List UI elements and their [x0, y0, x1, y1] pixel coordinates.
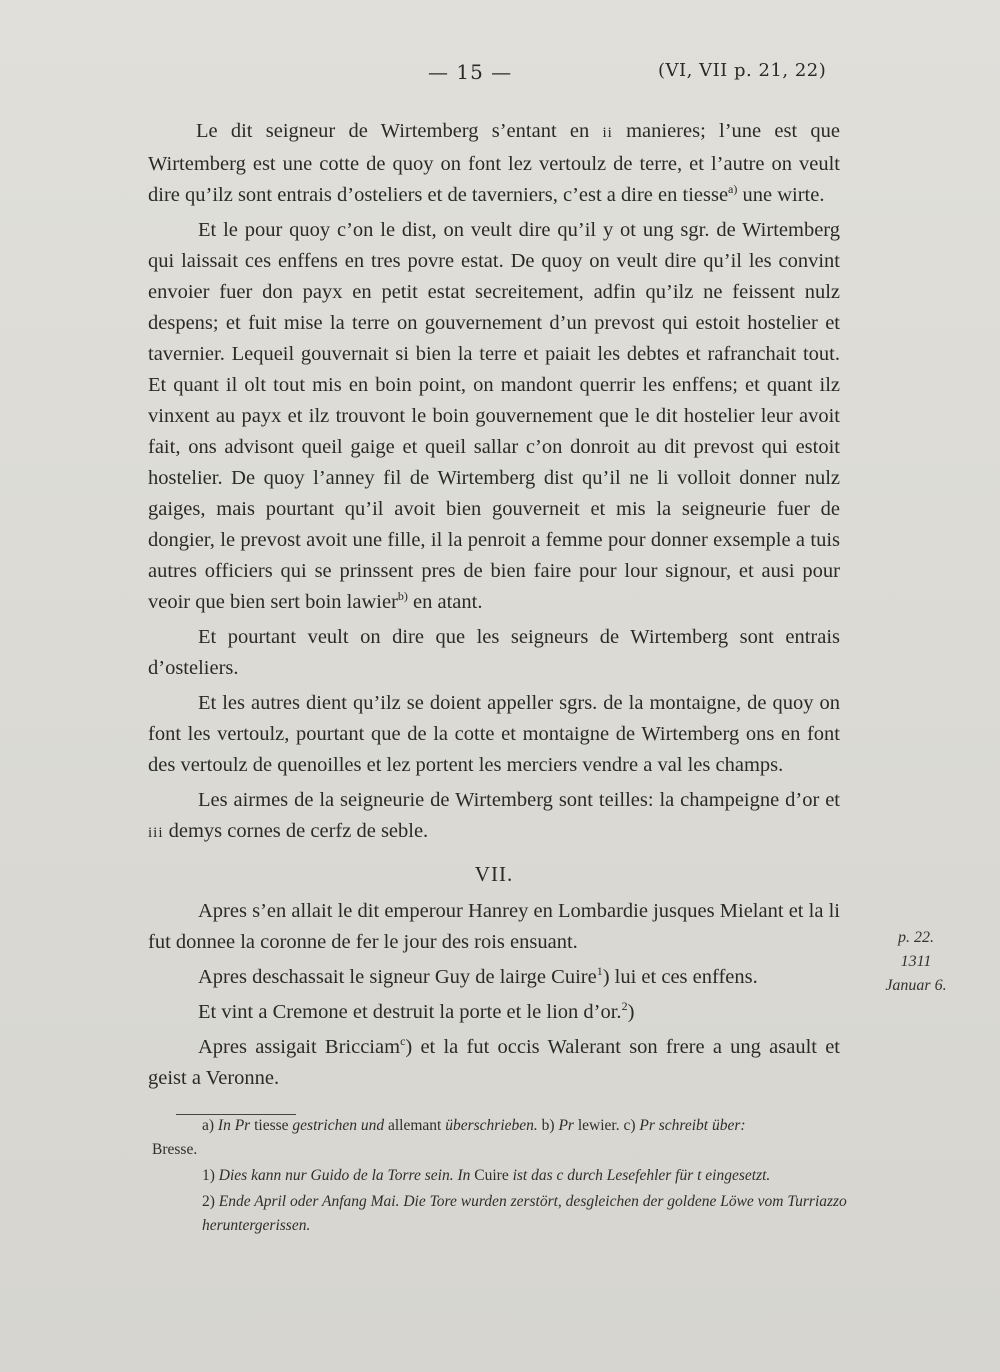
footnote-ref-2: 2 [621, 999, 628, 1014]
footnote-ref-a: a) [728, 182, 738, 197]
page-header [0, 56, 1000, 92]
page-number: — 15 — [428, 60, 513, 84]
paragraph-8: Et vint a Cremone et destruit la porte et le lion d’or.$^2$) [198, 999, 635, 1023]
footnotes [152, 1106, 852, 1238]
paragraph-9: Apres assigait Bricciam$^c$) et la fut occis Walerant son frere a ung asault et geist a Veronne. [148, 1034, 840, 1089]
footnote-ref-b: b) [397, 589, 408, 604]
margin-page: p. 22. [898, 929, 934, 946]
footnote-ref-c: c [400, 1034, 406, 1049]
paragraph-5: Les airmes de la seigneurie de Wirtemberg sont teilles: la champeigne d’or et iii demys cornes de cerfz de seble. [148, 789, 840, 842]
footnote-2: 2) Ende April oder Anfang Mai. Die Tore wurden zerstört, desgleichen der goldene Löwe vom Turriazzo heruntergerissen. [202, 1193, 847, 1234]
page-reference: (VI, VII p. 21, 22) [658, 60, 827, 81]
margin-date: Januar 6. [885, 977, 947, 994]
margin-note [866, 926, 966, 998]
main-text [148, 116, 840, 1098]
paragraph-6: Apres s’en allait le dit emperour Hanrey en Lombardie jusques Mielant et la li fut donnee la coronne de fer le jour des rois ensuant. [148, 900, 840, 953]
paragraph-3: Et pourtant veult on dire que les seigneurs de Wirtemberg sont entrais d’osteliers. [148, 626, 840, 679]
footnote-1: 1) Dies kann nur Guido de la Torre sein. In Cuire ist das c durch Lesefehler für t eingesetzt. [202, 1167, 771, 1184]
footnote-abc: a) In Pr tiesse gestrichen und allemant überschrieben. b) Pr lewier. c) Pr schreibt über: [202, 1117, 746, 1134]
paragraph-2: Et le pour quoy c’on le dist, on veult dire qu’il y ot ung sgr. de Wirtemberg qui laissait ces enffens en tres povre estat. De quoy on veult dire qu’il les convint envoier fuer don payx en petit estat secreitement, adfin qu’ilz ne feissent nulz despens; et fuit mise la terre on gouvernement d’un prevost qui estoit hostelier et tavernier. Lequeil gouvernait si bien la terre et paiait les debtes et rafranchait tout. Et quant il olt tout mis en boin point, on mandont querrir les enffens; et quant ilz vinxent au payx et ilz trouvont le boin gouvernement que le dit hostelier leur avoit fait, ons advisont queil gaige et queil sallar c’on donroit au dit prevost qui estoit hostelier. De quoy l’anney fil de Wirtemberg dist qu’il ne li volloit donner nulz gaiges, mais pourtant qu’il avoit bien gouverneit et mis la seigneurie fuer de dongier, le prevost avoit une fille, il la penroit a femme pour donner exsemple a tuis autres officiers qui se prinssent pres de bien faire pour lour signour, et ausi pour veoir que bien sert boin lawier$^{b)}$ en atant. [148, 219, 840, 613]
paragraph-4: Et les autres dient qu’ilz se doient appeller sgrs. de la montaigne, de quoy on font les vertoulz, pourtant que de la cotte et montaigne de Wirtemberg ons en font des vertoulz de quenoilles et lez portent les merciers vendre a val les champs. [148, 692, 840, 776]
section-heading: VII. [474, 862, 514, 886]
paragraph-1: Le dit seigneur de Wirtemberg s’entant en ii manieres; l’une est que Wirtemberg est une cotte de quoy on font lez vertoulz de terre, et l’autre on veult dire qu’ilz sont entrais d’osteliers et de taverniers, c’est a dire en tiesse$^{a)}$ une wirte. [148, 120, 841, 206]
margin-year: 1311 [900, 953, 932, 970]
footnote-ref-1: 1 [596, 964, 603, 979]
paragraph-7: Apres deschassait le signeur Guy de lairge Cuire$^1$) lui et ces enffens. [198, 964, 758, 988]
footnote-c-continued: Bresse. [152, 1141, 198, 1158]
